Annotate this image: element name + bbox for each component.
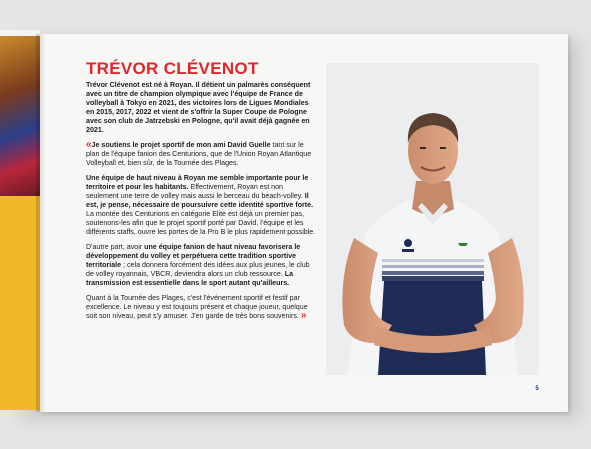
paragraph-2-lead: Une équipe de haut niveau à Royan me semble importante pour le territoire et pour les habitants. xyxy=(86,174,309,191)
paragraph-4-body: Quant à la Tournée des Plages, c'est l'événement sportif et festif par excellence. Le niveau y est toujours présent et chaque joueur, quelque soit son niveau, peut s'y amuser. J'en garde de très bons souvenirs. xyxy=(86,294,308,320)
paragraph-1-body: tant sur le plan de l'équipe fanion des Centurions, que de l'Union Royan Atlantique Volleyball et, bien sûr, de la Tournée des Plages. xyxy=(86,141,312,167)
paragraph-4 xyxy=(86,294,316,321)
book-gutter xyxy=(36,34,46,412)
page-number: 5 xyxy=(535,386,539,392)
paragraph-3-body-a: D'autre part, avoir xyxy=(86,243,145,251)
paragraph-2-body-a: Effectivement, Royan est non seulement une terre de volley mais aussi le berceau du beach-volley. xyxy=(86,183,305,200)
paragraph-2 xyxy=(86,174,316,237)
paragraph-1-lead: Je soutiens le projet sportif de mon ami David Guelle xyxy=(91,141,271,149)
close-quote-icon: » xyxy=(300,310,305,321)
previous-page-photo xyxy=(0,36,40,196)
paragraph-2-highlight: Il est, je pense, nécessaire de poursuivre cette identité sportive forte. xyxy=(86,192,314,209)
previous-page xyxy=(0,30,40,410)
article-intro: Trévor Clévenot est né à Royan. Il détient un palmarès conséquent avec un titre de champion olympique avec l'équipe de France de volleyball à Tokyo en 2021, des victoires lors de Ligues Mondiales en 2015, 2017, 2022 et vient de s'offrir la Super Coupe de Pologne avec son club de Jatrzebski en Pologne, qu'il avait déjà gagnée en 2021. xyxy=(86,81,311,134)
previous-page-yellow-band xyxy=(0,196,40,410)
paragraph-3-highlight-2: La transmission est essentielle dans le sport autant qu'ailleurs. xyxy=(86,270,294,287)
paragraph-3-body-b: ; cela donnera forcément des idées aux plus jeunes, le club de volley royannais, VBCR, deviendra alors un club ressource. xyxy=(86,261,310,278)
paragraph-3 xyxy=(86,243,316,288)
paragraph-2-body-b: La montée des Centurions en catégorie Elite est déjà un premier pas, soutenons-les afin que le projet sportif porté par David, l'équipe et les différents staffs, ouvre les portes de la Pro B le plus rapidement possible. xyxy=(86,210,316,236)
article-title: TRÉVOR CLÉVENOT xyxy=(86,59,259,78)
paragraph-1 xyxy=(86,141,316,168)
athlete-photo xyxy=(326,63,539,375)
athlete-portrait-illustration xyxy=(326,63,539,375)
open-quote-icon: « xyxy=(86,139,90,150)
paragraph-3-highlight: une équipe fanion de haut niveau favorisera le développement du volley et perpétuera cette tradition sportive territoriale xyxy=(86,243,301,269)
magazine-page xyxy=(40,34,568,412)
article-column xyxy=(86,60,316,327)
